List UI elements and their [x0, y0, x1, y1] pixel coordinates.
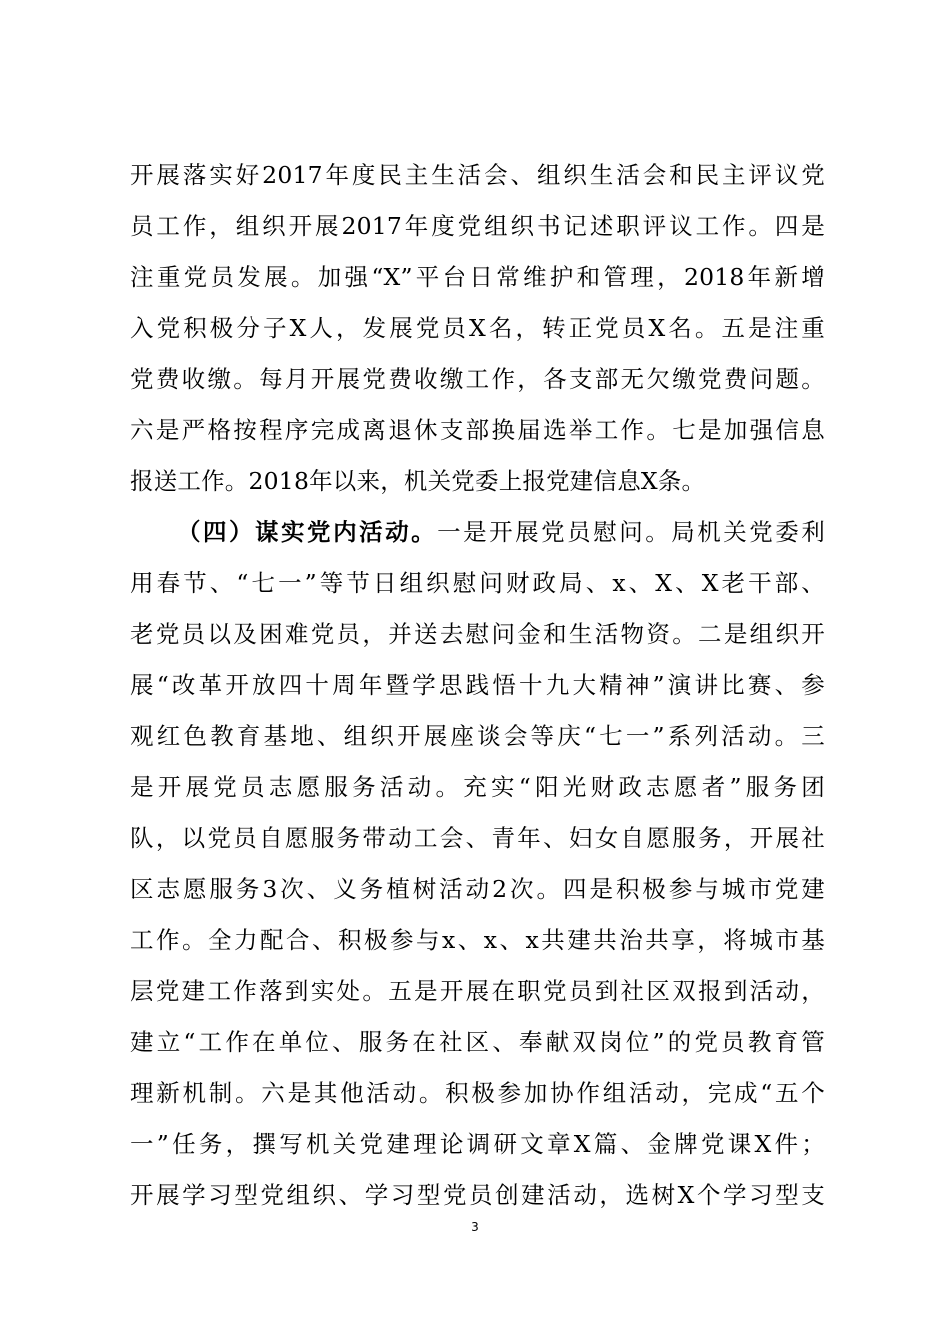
paragraph-2: [130, 507, 825, 1221]
text-line: 员工作，组织开展2017年度党组织书记述职评议工作。四是: [130, 212, 825, 240]
text-line: 一”任务，撰写机关党建理论调研文章X篇、金牌党课X件；: [130, 1130, 825, 1158]
body-text: [130, 150, 825, 1221]
page-number: 3: [471, 1220, 479, 1234]
text-line: 老党员以及困难党员，并送去慰问金和生活物资。二是组织开: [130, 620, 825, 648]
text-line: 报送工作。2018年以来，机关党委上报党建信息X条。: [130, 467, 706, 495]
text-line-rest: 一是开展党员慰问。局机关党委利: [437, 518, 825, 546]
text-line: 用春节、“七一”等节日组织慰问财政局、x、X、X老干部、: [130, 569, 825, 597]
section-heading: （四）谋实党内活动。: [177, 518, 438, 546]
text-line: 建立“工作在单位、服务在社区、奉献双岗位”的党员教育管: [130, 1028, 825, 1056]
paragraph-1: [130, 150, 825, 507]
text-line: 层党建工作落到实处。五是开展在职党员到社区双报到活动，: [130, 977, 825, 1005]
text-line: 展“改革开放四十周年暨学思践悟十九大精神”演讲比赛、参: [130, 671, 825, 699]
text-line: 注重党员发展。加强“X”平台日常维护和管理，2018年新增: [130, 263, 825, 291]
text-line: [130, 507, 825, 558]
text-line: 开展落实好2017年度民主生活会、组织生活会和民主评议党: [130, 161, 825, 189]
text-line: 六是严格按程序完成离退休支部换届选举工作。七是加强信息: [130, 416, 825, 444]
text-line: 队，以党员自愿服务带动工会、青年、妇女自愿服务，开展社: [130, 824, 825, 852]
text-line: 入党积极分子X人，发展党员X名，转正党员X名。五是注重: [130, 314, 825, 342]
text-line: 是开展党员志愿服务活动。充实“阳光财政志愿者”服务团: [130, 773, 825, 801]
text-line: 开展学习型党组织、学习型党员创建活动，选树X个学习型支: [130, 1181, 825, 1209]
text-line: 理新机制。六是其他活动。积极参加协作组活动，完成“五个: [130, 1079, 825, 1107]
text-line: 党费收缴。每月开展党费收缴工作，各支部无欠缴党费问题。: [130, 365, 825, 393]
text-line: 区志愿服务3次、义务植树活动2次。四是积极参与城市党建: [130, 875, 825, 903]
text-line: 工作。全力配合、积极参与x、x、x共建共治共享，将城市基: [130, 926, 825, 954]
text-line: 观红色教育基地、组织开展座谈会等庆“七一”系列活动。三: [130, 722, 825, 750]
